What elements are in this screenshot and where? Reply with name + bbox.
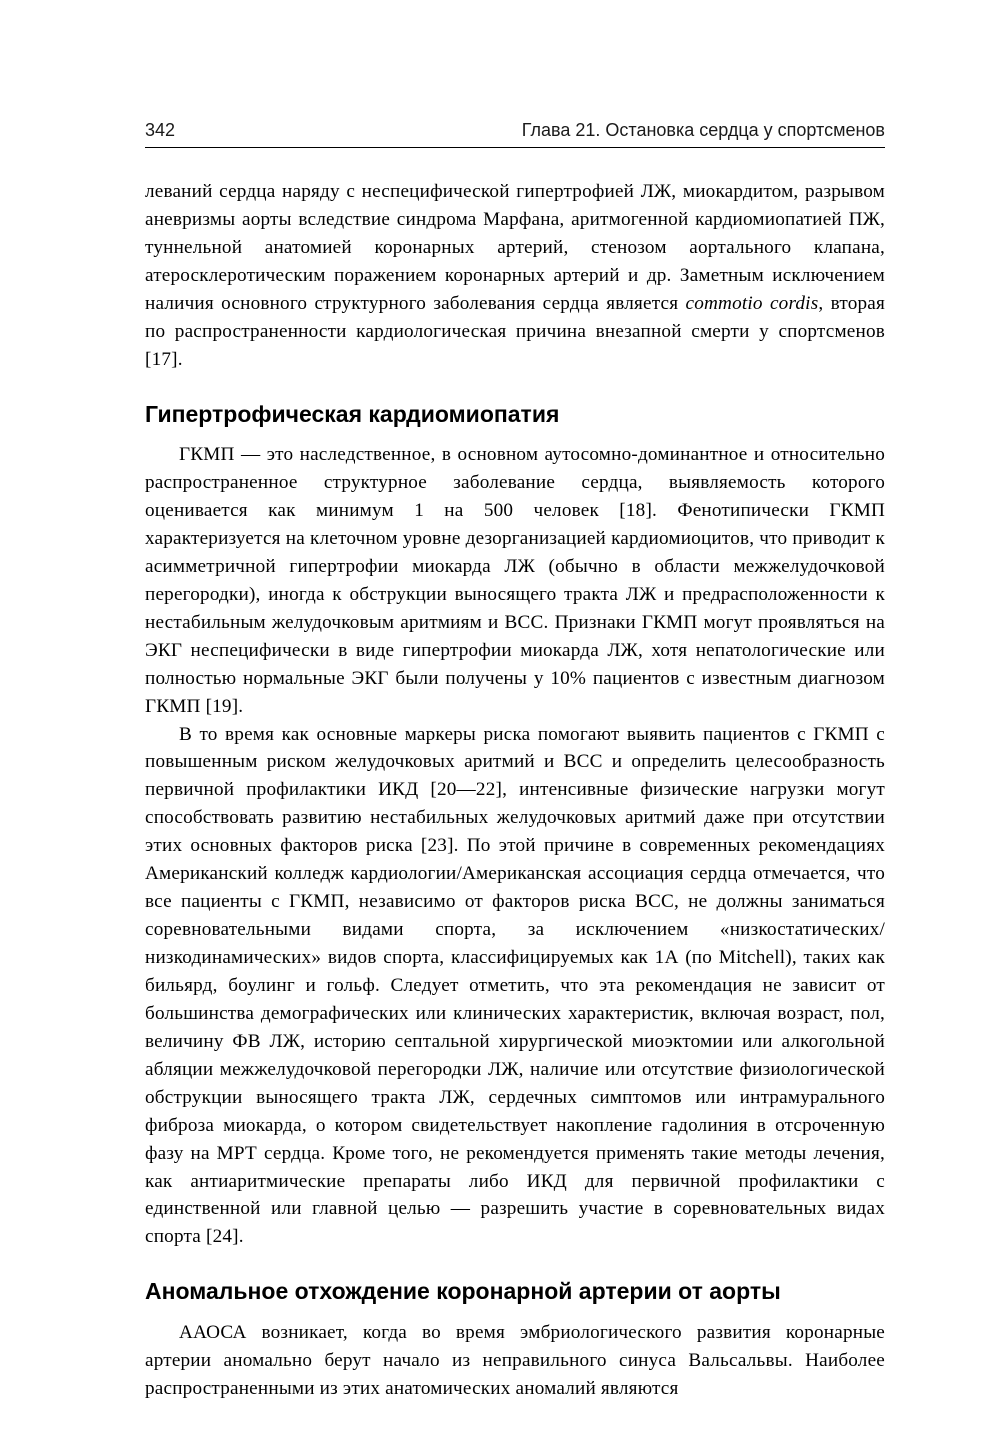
paragraph-1-tail: , вторая по распространенности кардиологическая причина внезапной смерти у спортсменов [17]. (145, 292, 886, 370)
paragraph-1-italic-term: commotio cordis (685, 292, 819, 314)
paragraph-1-text: леваний сердца наряду с неспецифической гипертрофией ЛЖ, миокардитом, разрывом аневризмы аорты вследствие синдрома Марфана, аритмогенной кардиомиопатией ПЖ, туннельной анатомией коронарных артерий, стенозом аортального клапана, атеросклеротическим поражением коронарных артерий и др. Заметным исключением наличия основного структурного заболевания сердца является (145, 181, 885, 314)
chapter-title: Глава 21. Остановка сердца у спортсменов (521, 120, 885, 140)
section-heading-aaoca: Аномальное отхождение коронарной артерии от аорты (145, 1278, 781, 1305)
paragraph-continuation (145, 178, 885, 374)
page-content (145, 120, 885, 1403)
paragraph-hcm-risk: В то время как основные маркеры риска помогают выявить пациентов с ГКМП с повышенным риском желудочковых аритмий и ВСС и определить целесообразность первичной профилактики ИКД [20—22], интенсивные физические нагрузки могут способствовать развитию нестабильных желудочковых аритмий даже при отсутствии этих основных факторов риска [23]. По этой причине в современных рекомендациях Американский колледж кардиологии/Американская ассоциация сердца отмечается, что все пациенты с ГКМП, независимо от факторов риска ВСС, не должны заниматься соревновательными видами спорта, за исключением «низкостатических/низкодинамических» видов спорта, классифицируемых как 1А (по Mitchell), таких как бильярд, боулинг и гольф. Следует отметить, что эта рекомендация не зависит от большинства демографических или клинических характеристик, включая возраст, пол, величину ФВ ЛЖ, историю септальной хирургической миоэктомии или алкогольной абляции межжелудочковой перегородки ЛЖ, наличие или отсутствие физиологической обструкции выносящего тракта ЛЖ, сердечных симптомов или интрамурального фиброза миокарда, о котором свидетельствует накопление гадолиния в отсроченную фазу на МРТ сердца. Кроме того, не рекомендуется применять такие методы лечения, как антиаритмические препараты либо ИКД для первичной профилактики с единственной или главной целью — разрешить участие в соревновательных видах спорта [24]. (145, 723, 885, 1248)
running-head (145, 120, 885, 148)
section-heading-hcm: Гипертрофическая кардиомиопатия (145, 400, 560, 427)
paragraph-hcm-overview: ГКМП — это наследственное, в основном аутосомно-доминантное и относительно распространенное структурное заболевание сердца, выявляемость которого оценивается как минимум 1 на 500 человек [18]. Фенотипически ГКМП характеризуется на клеточном уровне дезорганизацией кардиомиоцитов, что приводит к асимметричной гипертрофии миокарда ЛЖ (обычно в области межжелудочковой перегородки), иногда к обструкции выносящего тракта ЛЖ и предрасположенности к нестабильным желудочковым аритмиям и ВСС. Признаки ГКМП могут проявляться на ЭКГ неспецифически в виде гипертрофии миокарда ЛЖ, хотя непатологические или полностью нормальные ЭКГ были получены у 10% пациентов с известным диагнозом ГКМП [19]. (145, 444, 885, 717)
page-number: 342 (145, 120, 176, 140)
paragraph-aaoca-intro: ААОСА возникает, когда во время эмбриологического развития коронарные артерии аномально берут начало из неправильного синуса Вальсальвы. Наиболее распространенными из этих анатомических аномалий являются (145, 1321, 885, 1399)
